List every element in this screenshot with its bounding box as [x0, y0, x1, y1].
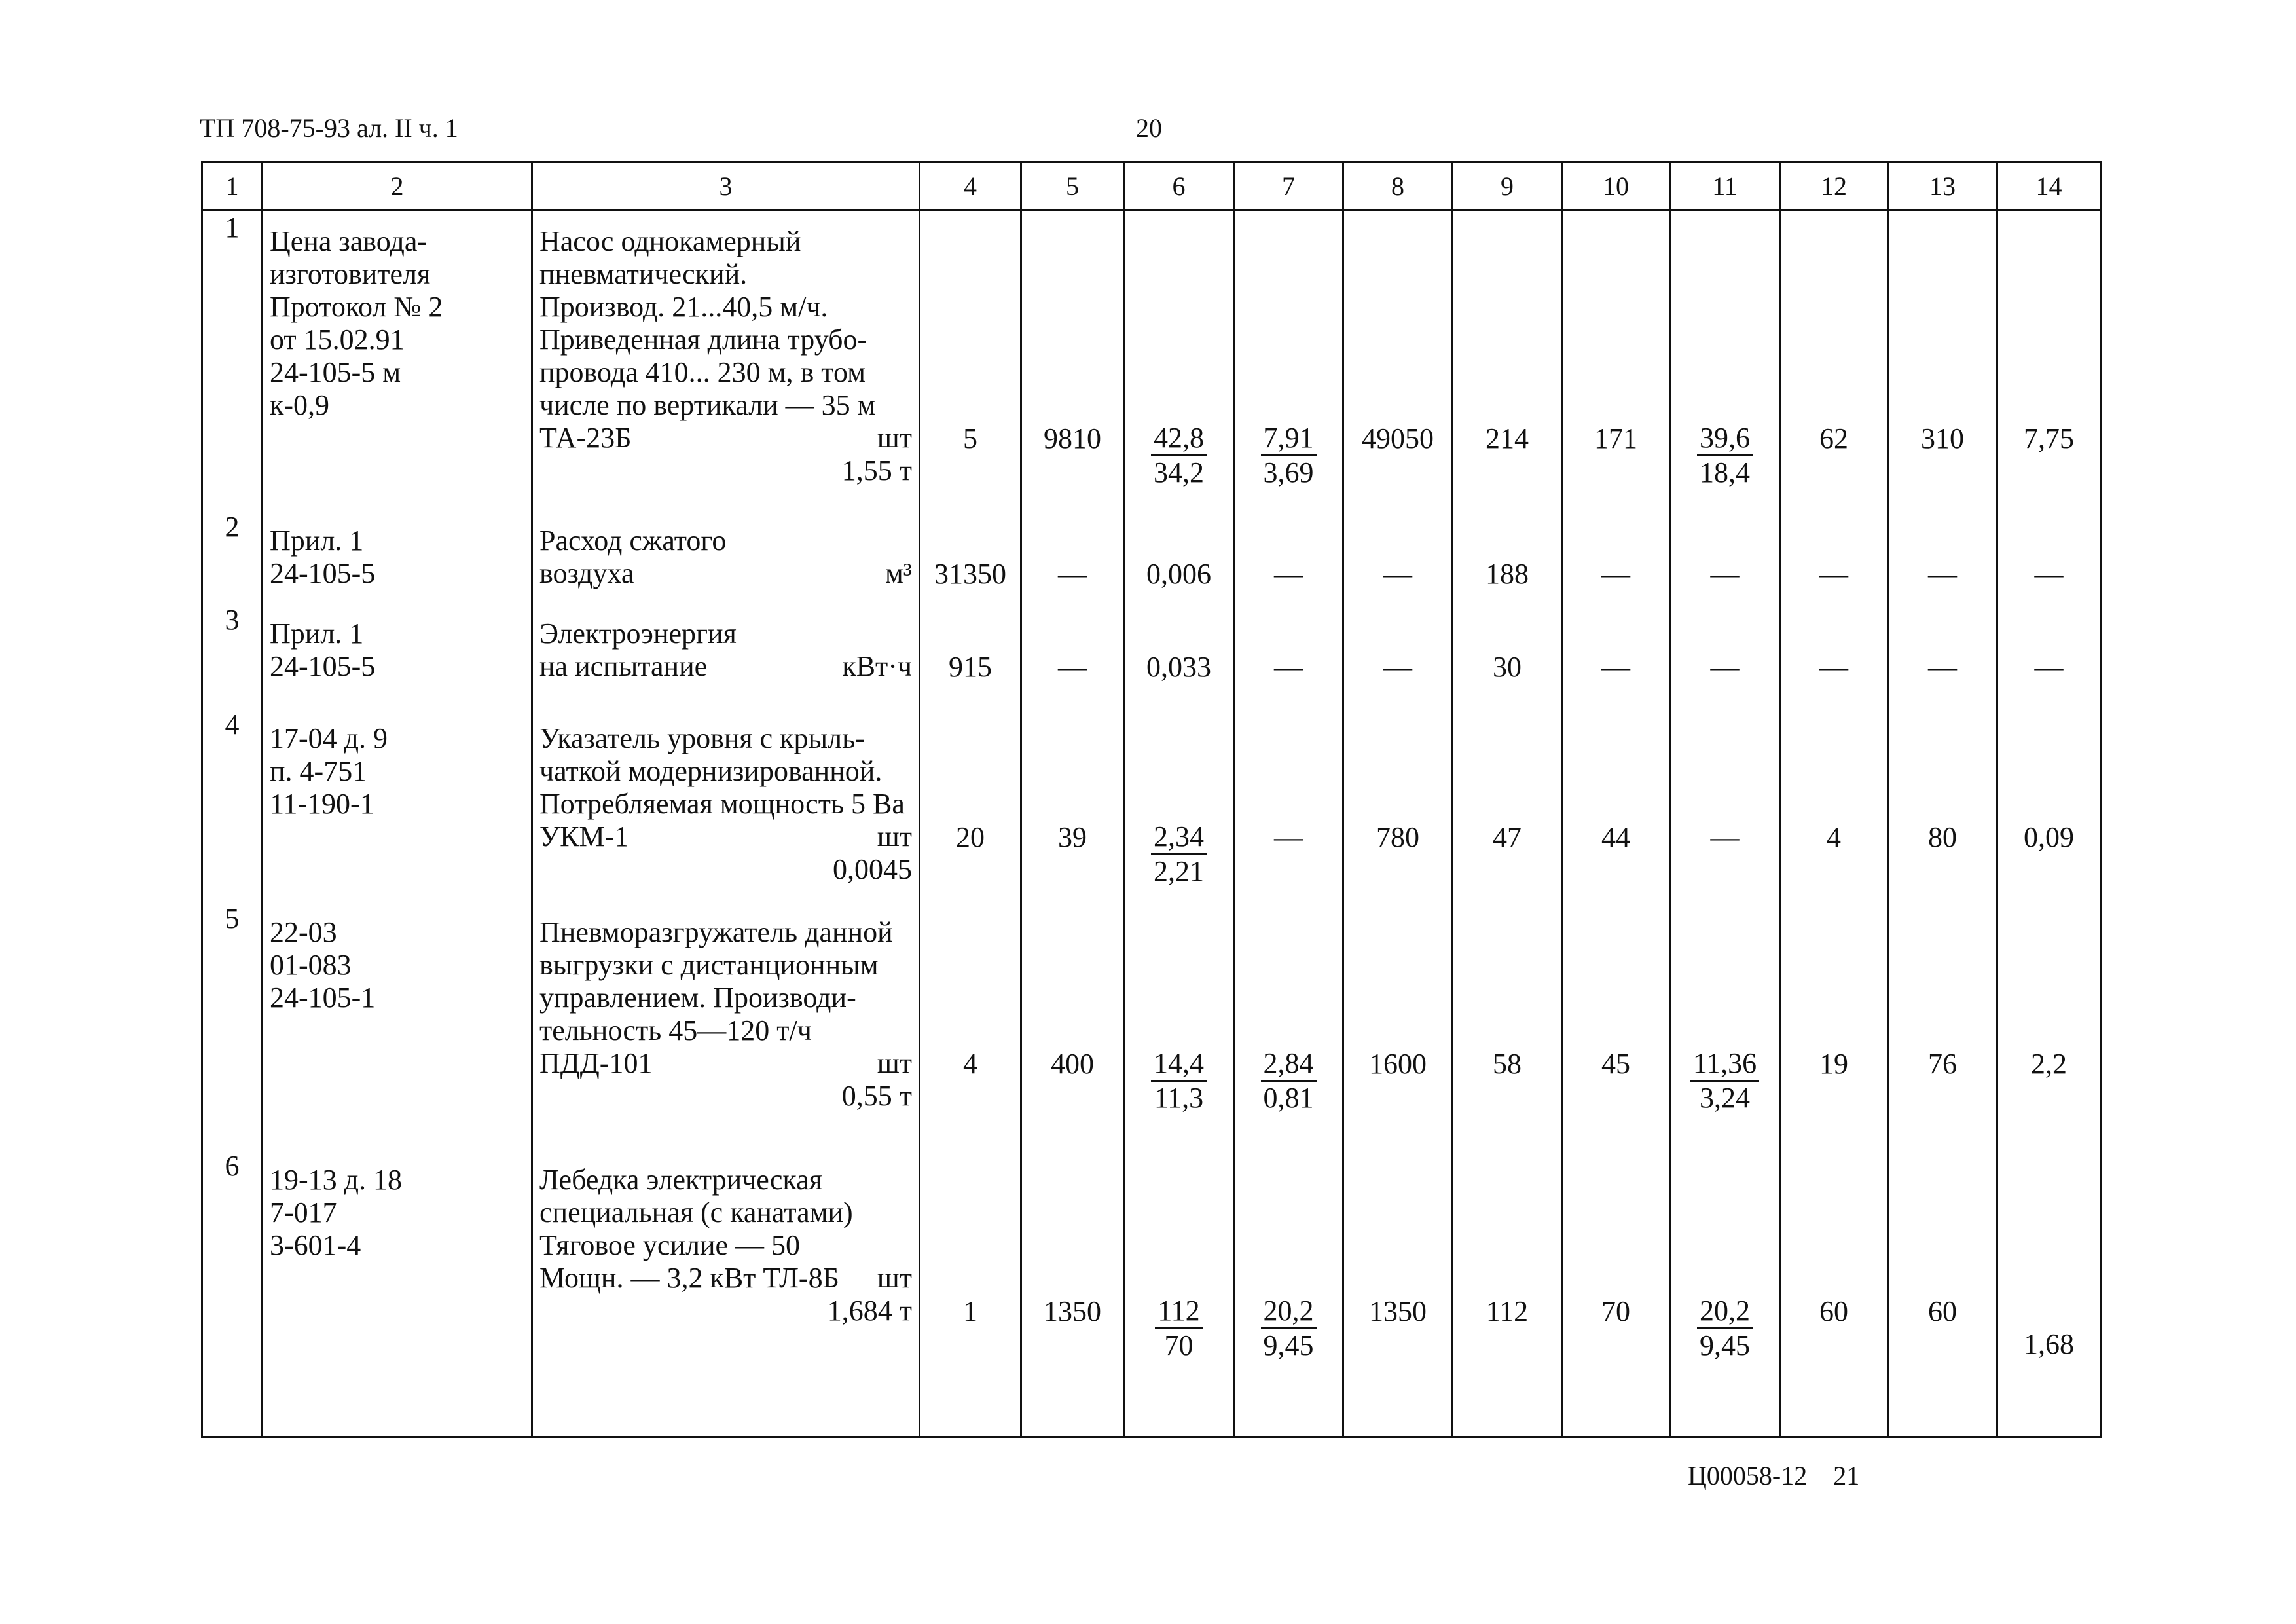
description-line: числе по вертикали — 35 м: [539, 389, 876, 421]
cell-value: 400: [1051, 1047, 1094, 1080]
value-cell-col-12: [1780, 210, 1888, 511]
cell-value: —: [1058, 558, 1087, 591]
value-cell-col-14: [1997, 603, 2101, 707]
description-unit-line: [539, 557, 912, 590]
fraction-value: [1151, 821, 1207, 888]
description-line: Приведенная длина трубо-: [539, 323, 867, 356]
column-number-row: [202, 162, 2101, 210]
cell-value: 76: [1928, 1047, 1957, 1080]
cell-value: 4: [1827, 821, 1841, 853]
cell-value: 0,006: [1146, 558, 1211, 591]
cell-value: 60: [1928, 1295, 1957, 1328]
table-row: [202, 510, 2101, 603]
description-line: Потребляемая мощность 5 Ва: [539, 787, 905, 820]
value-cell-col-11: [1670, 902, 1780, 1150]
fraction-value: [1261, 1295, 1317, 1362]
row-number: 2: [225, 511, 240, 544]
value-cell-col-6: [1124, 902, 1234, 1150]
fraction-numerator: 20,2: [1261, 1295, 1317, 1329]
description-line: провода 410... 230 м, в том: [539, 356, 866, 388]
cell-value: 188: [1485, 558, 1529, 591]
table-row: [202, 708, 2101, 902]
fraction-numerator: 11,36: [1690, 1047, 1759, 1082]
value-cell-col-13: [1888, 210, 1997, 511]
fraction-numerator: 42,8: [1151, 422, 1207, 456]
description-unit-line: [539, 1047, 912, 1080]
cell-value: 4: [963, 1047, 977, 1080]
value-cell-col-13: [1888, 708, 1997, 902]
value-cell-col-13: [1888, 603, 1997, 707]
cell-value: 214: [1485, 422, 1529, 454]
cell-value: —: [1819, 651, 1848, 684]
unit: шт: [877, 422, 912, 454]
description-unit-line: [539, 650, 912, 683]
footer-page: 21: [1833, 1461, 1860, 1490]
value-cell-col-6: [1124, 1149, 1234, 1437]
row-number: 5: [225, 902, 240, 934]
value-cell-col-12: [1780, 510, 1888, 603]
value-cell-col-4: [920, 210, 1021, 511]
description-cell: [532, 603, 920, 707]
source-line: 24-105-5: [270, 650, 376, 683]
unit: шт: [877, 820, 912, 853]
value-cell-col-4: [920, 708, 1021, 902]
column-header: 13: [1888, 162, 1997, 210]
value-cell-col-9: [1453, 603, 1562, 707]
description-line: выгрузки с дистанционным: [539, 948, 879, 981]
description-line: ТА-23Б: [539, 422, 632, 454]
mass: 0,55 т: [841, 1079, 912, 1112]
value-cell-col-6: [1124, 708, 1234, 902]
row-number-cell: [202, 1149, 263, 1437]
value-cell-col-11: [1670, 210, 1780, 511]
cell-value: 70: [1601, 1295, 1630, 1328]
mass: 1,55 т: [841, 454, 912, 487]
cell-value: 1600: [1369, 1047, 1427, 1080]
cell-value: 31350: [934, 558, 1006, 591]
source-line: 24-105-5 м: [270, 356, 401, 388]
value-cell-col-7: [1234, 510, 1343, 603]
cell-value: 30: [1493, 651, 1522, 684]
column-header: 11: [1670, 162, 1780, 210]
cell-value: 47: [1493, 821, 1522, 853]
value-cell-col-14: [1997, 510, 2101, 603]
row-number: 6: [225, 1150, 240, 1183]
cell-value: —: [1710, 651, 1740, 684]
cell-value: —: [1601, 651, 1630, 684]
value-cell-col-7: [1234, 902, 1343, 1150]
source-line: 11-190-1: [270, 787, 374, 820]
value-cell-col-12: [1780, 1149, 1888, 1437]
cell-value: 49050: [1362, 422, 1434, 454]
column-header: 14: [1997, 162, 2101, 210]
source-line: Прил. 1: [270, 618, 364, 650]
value-cell-col-14: [1997, 1149, 2101, 1437]
source-line: к-0,9: [270, 389, 330, 421]
value-cell-col-5: [1021, 210, 1124, 511]
fraction-denominator: 3,24: [1700, 1081, 1750, 1114]
fraction-value: [1697, 1295, 1753, 1362]
cell-value: —: [1710, 558, 1740, 591]
column-header: 2: [263, 162, 532, 210]
source-line: изготовителя: [270, 258, 431, 290]
description-line: специальная (с канатами): [539, 1196, 853, 1229]
fraction-denominator: 9,45: [1263, 1329, 1314, 1362]
description-cell: [532, 510, 920, 603]
cell-value: 44: [1601, 821, 1630, 853]
column-header: 3: [532, 162, 920, 210]
description-line: чаткой модернизированной.: [539, 754, 883, 787]
value-cell-col-9: [1453, 708, 1562, 902]
source-line: Протокол № 2: [270, 291, 443, 323]
row-number-cell: [202, 510, 263, 603]
description-line: воздуха: [539, 557, 634, 590]
column-header: 7: [1234, 162, 1343, 210]
cell-value: 1350: [1044, 1295, 1101, 1328]
fraction-denominator: 18,4: [1700, 456, 1750, 489]
table-row: [202, 210, 2101, 511]
source-line: от 15.02.91: [270, 323, 405, 356]
value-cell-col-12: [1780, 902, 1888, 1150]
description-line: Указатель уровня с крыль-: [539, 722, 865, 754]
fraction-value: [1261, 1047, 1317, 1115]
fraction-value: [1151, 422, 1207, 489]
column-header: 10: [1562, 162, 1670, 210]
source-line: п. 4-751: [270, 754, 367, 787]
cell-value: —: [1928, 558, 1957, 591]
cell-value: 5: [963, 422, 977, 454]
source-cell: [263, 708, 532, 902]
source-cell: [263, 510, 532, 603]
cell-value: 58: [1493, 1047, 1522, 1080]
source-line: 24-105-5: [270, 557, 376, 590]
fraction-denominator: 70: [1164, 1329, 1194, 1362]
value-cell-col-8: [1343, 708, 1453, 902]
cell-value: 112: [1485, 1295, 1529, 1328]
cell-value: 60: [1819, 1295, 1848, 1328]
row-number-cell: [202, 902, 263, 1150]
column-header: 4: [920, 162, 1021, 210]
cell-value: —: [1274, 651, 1303, 684]
value-cell-col-13: [1888, 902, 1997, 1150]
cell-value: —: [1058, 651, 1087, 684]
value-cell-col-14: [1997, 902, 2101, 1150]
value-cell-col-9: [1453, 510, 1562, 603]
cell-value: —: [1819, 558, 1848, 591]
value-cell-col-10: [1562, 1149, 1670, 1437]
unit: шт: [877, 1262, 912, 1295]
value-cell-col-7: [1234, 1149, 1343, 1437]
cell-value: —: [1710, 821, 1740, 853]
description-line: Мощн. — 3,2 кВт ТЛ-8Б: [539, 1262, 839, 1295]
cell-value: 1,68: [2024, 1328, 2074, 1361]
cell-value: —: [1928, 651, 1957, 684]
mass: 0,0045: [833, 853, 912, 885]
source-line: 3-601-4: [270, 1229, 361, 1262]
cell-value: —: [1383, 558, 1412, 591]
source-line: 19-13 д. 18: [270, 1164, 403, 1196]
source-line: 22-03: [270, 915, 337, 948]
description-line: пневматический.: [539, 258, 748, 290]
fraction-denominator: 3,69: [1263, 456, 1314, 489]
description-line: Насос однокамерный: [539, 225, 801, 257]
fraction-denominator: 11,3: [1154, 1081, 1204, 1114]
source-cell: [263, 210, 532, 511]
value-cell-col-5: [1021, 603, 1124, 707]
value-cell-col-11: [1670, 1149, 1780, 1437]
value-cell-col-9: [1453, 902, 1562, 1150]
source-line: 01-083: [270, 948, 352, 981]
value-cell-col-5: [1021, 902, 1124, 1150]
cell-value: —: [1383, 651, 1412, 684]
source-cell: [263, 902, 532, 1150]
value-cell-col-10: [1562, 902, 1670, 1150]
description-unit-line: [539, 1262, 912, 1295]
footer-code: Ц00058-12: [1688, 1461, 1808, 1490]
fraction-denominator: 34,2: [1154, 456, 1204, 489]
row-number-cell: [202, 210, 263, 511]
fraction-value: [1690, 1047, 1759, 1115]
value-cell-col-9: [1453, 210, 1562, 511]
source-line: 7-017: [270, 1196, 337, 1229]
value-cell-col-12: [1780, 603, 1888, 707]
value-cell-col-10: [1562, 510, 1670, 603]
fraction-numerator: 39,6: [1697, 422, 1753, 456]
row-number-cell: [202, 603, 263, 707]
cell-value: —: [1601, 558, 1630, 591]
table-row: [202, 902, 2101, 1150]
fraction-denominator: 2,21: [1154, 855, 1204, 887]
fraction-value: [1151, 1047, 1207, 1115]
cell-value: 1: [963, 1295, 977, 1328]
source-cell: [263, 1149, 532, 1437]
description-line: тельность 45—120 т/ч: [539, 1014, 812, 1046]
document-code: ТП 708-75-93 ал. II ч. 1: [200, 113, 458, 143]
value-cell-col-11: [1670, 708, 1780, 902]
fraction-numerator: 7,91: [1261, 422, 1317, 456]
description-cell: [532, 902, 920, 1150]
cell-value: 19: [1819, 1047, 1848, 1080]
cell-value: 1350: [1369, 1295, 1427, 1328]
fraction-numerator: 112: [1155, 1295, 1202, 1329]
value-cell-col-10: [1562, 210, 1670, 511]
fraction-numerator: 2,34: [1151, 821, 1207, 855]
column-header: 6: [1124, 162, 1234, 210]
fraction-denominator: 0,81: [1263, 1081, 1314, 1114]
value-cell-col-8: [1343, 510, 1453, 603]
value-cell-col-14: [1997, 210, 2101, 511]
value-cell-col-6: [1124, 603, 1234, 707]
value-cell-col-8: [1343, 210, 1453, 511]
description-cell: [532, 1149, 920, 1437]
cell-value: 0,033: [1146, 651, 1211, 684]
value-cell-col-10: [1562, 708, 1670, 902]
unit: кВт·ч: [842, 650, 912, 683]
column-header: 5: [1021, 162, 1124, 210]
specification-table: [201, 161, 2102, 1438]
cell-value: 39: [1058, 821, 1087, 853]
fraction-numerator: 20,2: [1697, 1295, 1753, 1329]
description-line: на испытание: [539, 650, 708, 683]
fraction-value: [1697, 422, 1753, 489]
description-line: УКМ-1: [539, 820, 629, 853]
description-line: Электроэнергия: [539, 618, 737, 650]
cell-value: —: [1274, 558, 1303, 591]
source-line: Цена завода-: [270, 225, 428, 257]
value-cell-col-4: [920, 1149, 1021, 1437]
value-cell-col-8: [1343, 603, 1453, 707]
page-number: 20: [1136, 113, 1162, 143]
unit: шт: [877, 1046, 912, 1079]
value-cell-col-11: [1670, 510, 1780, 603]
cell-value: 780: [1376, 821, 1419, 853]
row-number: 4: [225, 708, 240, 741]
table-row: [202, 603, 2101, 707]
row-number-cell: [202, 708, 263, 902]
mass: 1,684 т: [827, 1295, 912, 1327]
column-header: 8: [1343, 162, 1453, 210]
description-line: Пневморазгружатель данной: [539, 915, 893, 948]
description-unit-line: [539, 821, 912, 853]
value-cell-col-7: [1234, 708, 1343, 902]
description-cell: [532, 708, 920, 902]
column-header: 12: [1780, 162, 1888, 210]
value-cell-col-4: [920, 902, 1021, 1150]
fraction-denominator: 9,45: [1700, 1329, 1750, 1362]
value-cell-col-13: [1888, 510, 1997, 603]
unit: м³: [884, 557, 912, 590]
source-cell: [263, 603, 532, 707]
source-line: Прил. 1: [270, 525, 364, 557]
cell-value: —: [2034, 651, 2064, 684]
description-unit-line: [539, 422, 912, 454]
row-number: 1: [225, 212, 240, 244]
value-cell-col-5: [1021, 708, 1124, 902]
value-cell-col-8: [1343, 902, 1453, 1150]
value-cell-col-5: [1021, 510, 1124, 603]
footer: [1688, 1460, 1859, 1491]
cell-value: —: [2034, 558, 2064, 591]
value-cell-col-4: [920, 603, 1021, 707]
cell-value: 0,09: [2024, 821, 2074, 853]
value-cell-col-12: [1780, 708, 1888, 902]
value-cell-col-14: [1997, 708, 2101, 902]
cell-value: 62: [1819, 422, 1848, 454]
value-cell-col-7: [1234, 210, 1343, 511]
description-line: ПДД-101: [539, 1046, 653, 1079]
value-cell-col-4: [920, 510, 1021, 603]
value-cell-col-5: [1021, 1149, 1124, 1437]
value-cell-col-6: [1124, 510, 1234, 603]
cell-value: 45: [1601, 1047, 1630, 1080]
cell-value: 171: [1594, 422, 1637, 454]
column-header: 9: [1453, 162, 1562, 210]
description-cell: [532, 210, 920, 511]
cell-value: 80: [1928, 821, 1957, 853]
fraction-value: [1261, 422, 1317, 489]
fraction-numerator: 2,84: [1261, 1047, 1317, 1082]
description-line: Расход сжатого: [539, 525, 727, 557]
cell-value: 915: [949, 651, 992, 684]
cell-value: 2,2: [2031, 1047, 2067, 1080]
description-line: Тяговое усилие — 50: [539, 1229, 801, 1262]
value-cell-col-7: [1234, 603, 1343, 707]
fraction-numerator: 14,4: [1151, 1047, 1207, 1082]
description-line: Производ. 21...40,5 м/ч.: [539, 291, 828, 323]
value-cell-col-8: [1343, 1149, 1453, 1437]
column-header: 1: [202, 162, 263, 210]
value-cell-col-13: [1888, 1149, 1997, 1437]
value-cell-col-11: [1670, 603, 1780, 707]
table-row: [202, 1149, 2101, 1437]
cell-value: —: [1274, 821, 1303, 853]
cell-value: 9810: [1044, 422, 1101, 454]
cell-value: 20: [956, 821, 985, 853]
row-number: 3: [225, 604, 240, 637]
cell-value: 7,75: [2024, 422, 2074, 454]
source-line: 17-04 д. 9: [270, 722, 388, 754]
value-cell-col-9: [1453, 1149, 1562, 1437]
value-cell-col-6: [1124, 210, 1234, 511]
value-cell-col-10: [1562, 603, 1670, 707]
description-line: Лебедка электрическая: [539, 1164, 822, 1196]
description-line: управлением. Производи-: [539, 981, 856, 1014]
cell-value: 310: [1921, 422, 1964, 454]
source-line: 24-105-1: [270, 981, 376, 1014]
fraction-value: [1155, 1295, 1202, 1362]
